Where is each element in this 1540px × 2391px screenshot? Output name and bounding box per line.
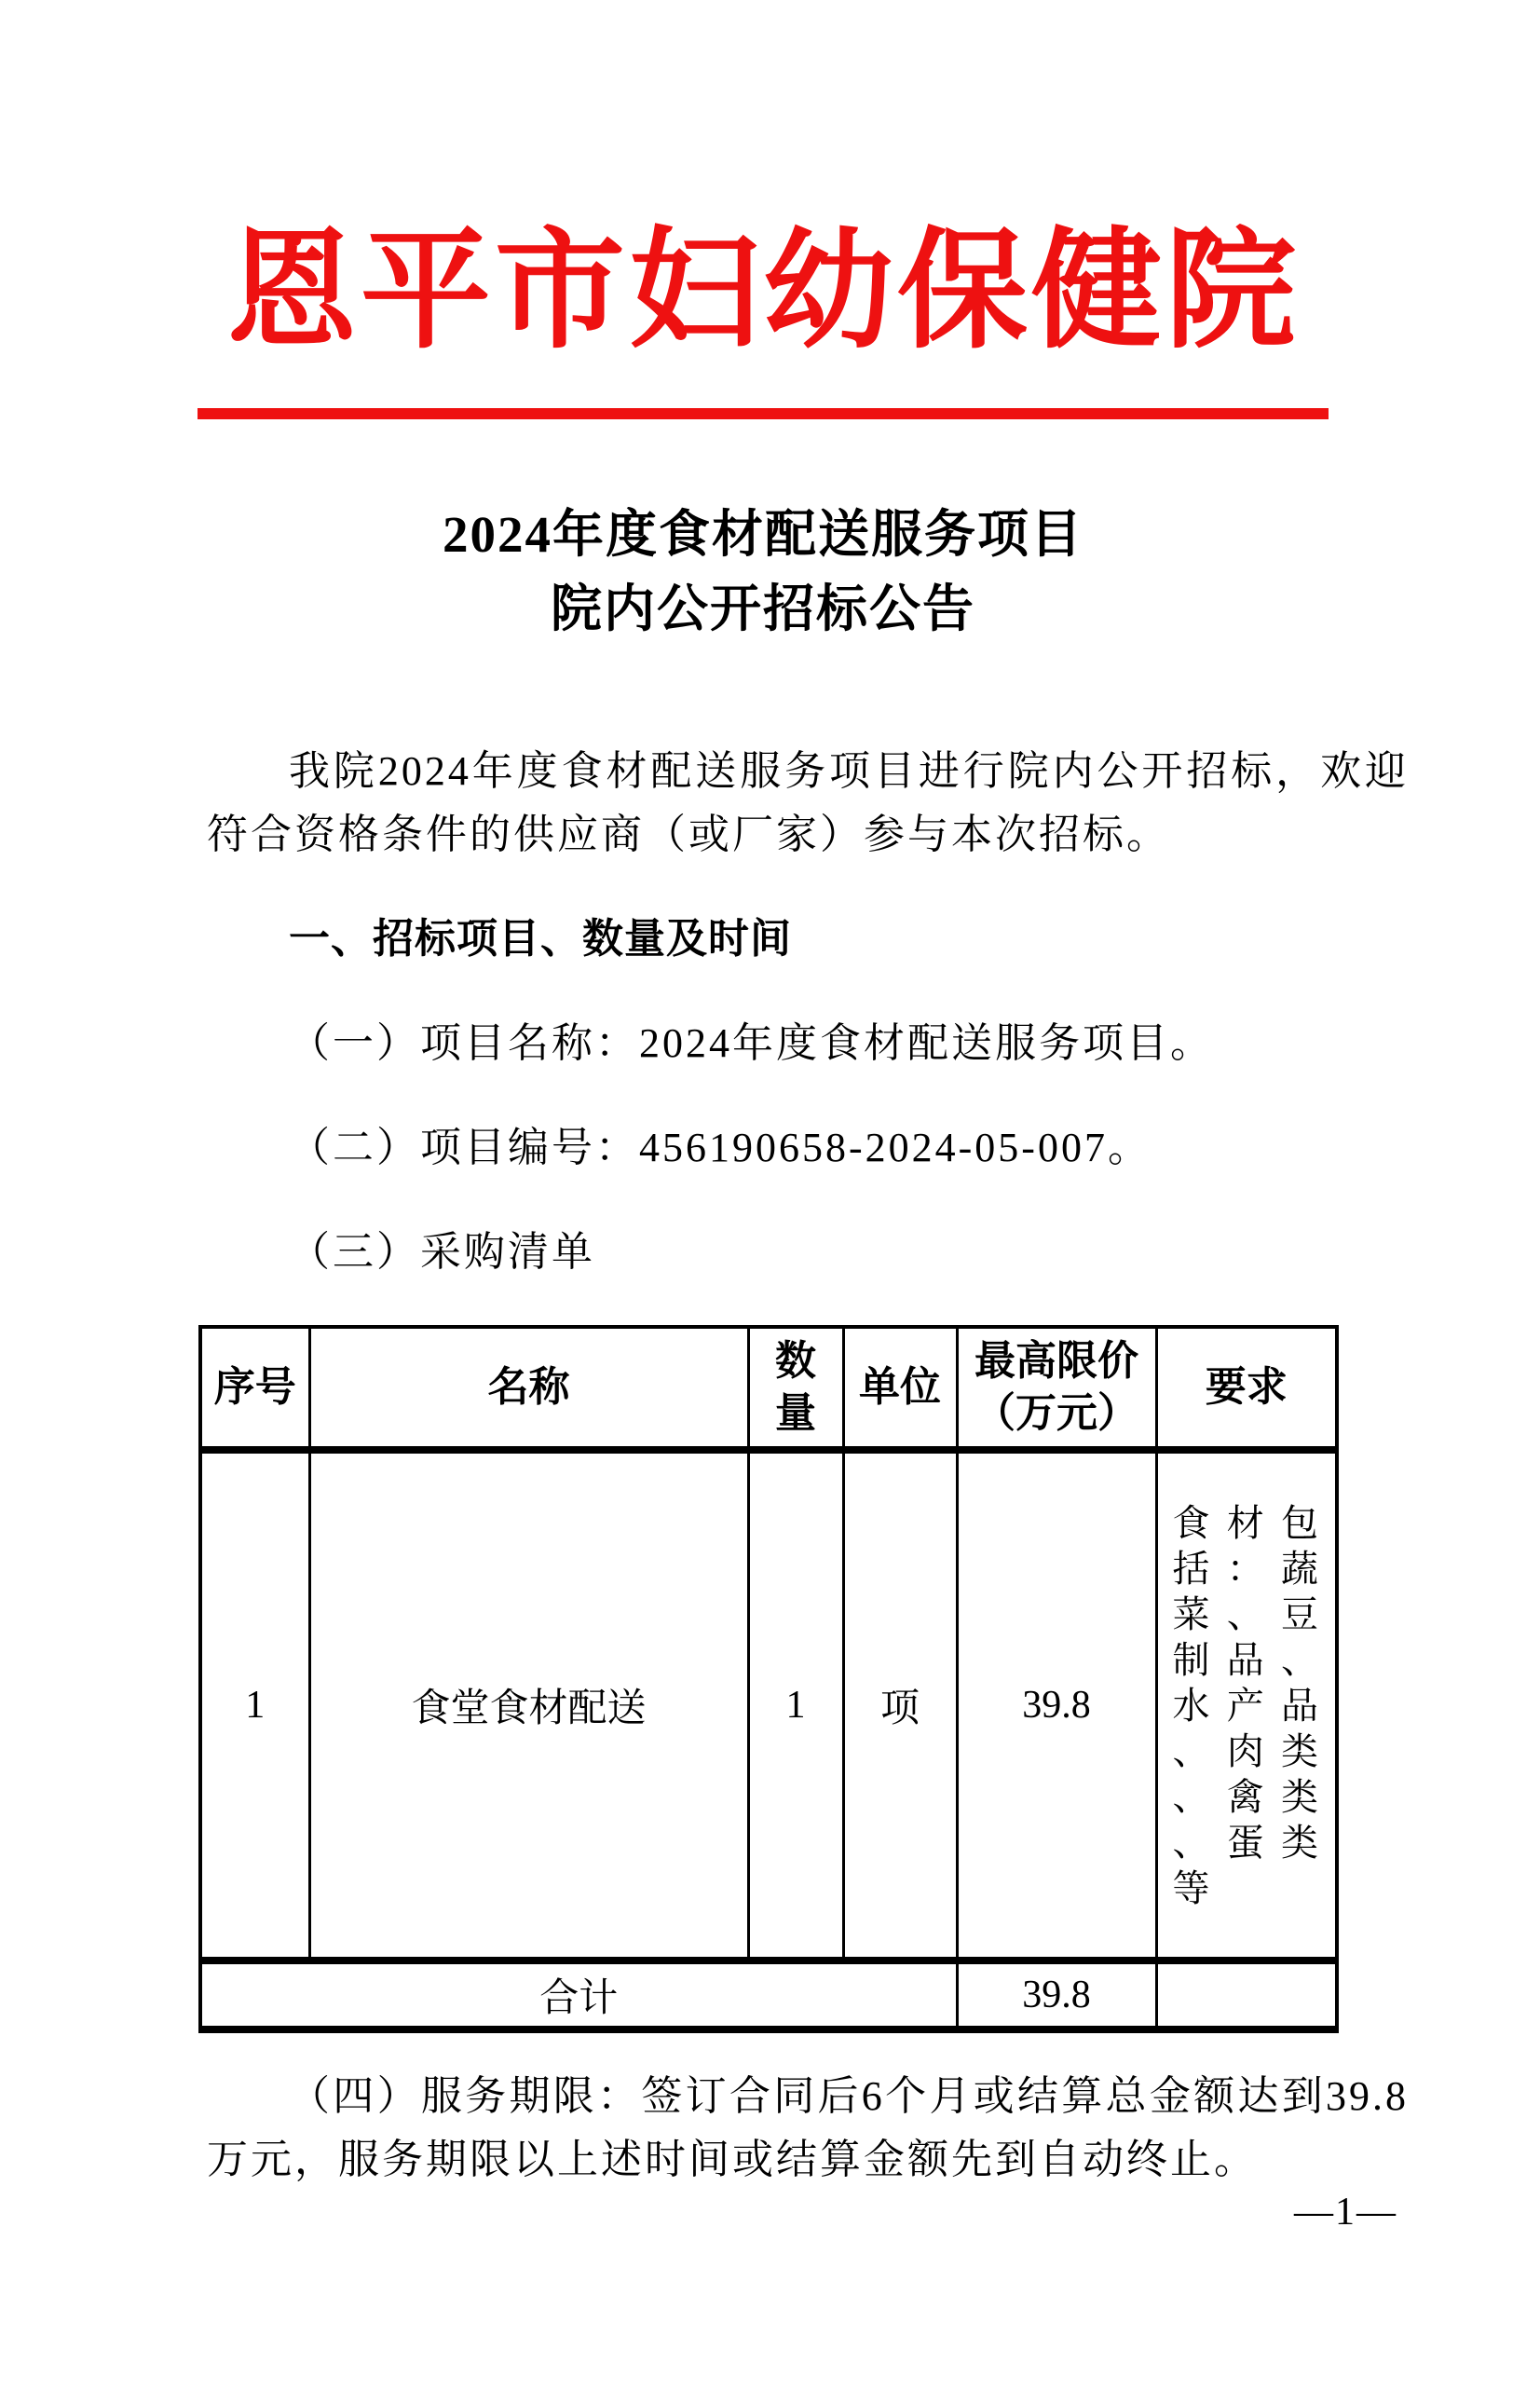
column-header-name: 名称 <box>309 1327 748 1450</box>
total-label: 合计 <box>200 1961 957 2029</box>
list-item-project-number: （二）项目编号：456190658-2024-05-007。 <box>289 1125 1152 1170</box>
cell-seq: 1 <box>200 1450 309 1961</box>
column-header-seq: 序号 <box>200 1327 309 1450</box>
section1-heading: 一、招标项目、数量及时间 <box>289 916 792 962</box>
document-page <box>0 212 1540 2391</box>
column-header-requirements: 要求 <box>1156 1327 1337 1450</box>
intro-paragraph: 我院2024年度食材配送服务项目进行院内公开招标，欢迎符合资格条件的供应商（或厂家）参与本次招标。 <box>207 748 1409 857</box>
table-total-row <box>200 1961 1337 2029</box>
announcement-title-line1: 2024年度食材配送服务项目 <box>442 506 1083 563</box>
announcement-title-line2: 院内公开招标公告 <box>550 581 975 637</box>
letterhead-divider <box>198 408 1329 419</box>
cell-requirements: 食材包括：蔬菜、豆制品、水产品、肉类、禽类、蛋类等 <box>1156 1450 1337 1961</box>
announcement-title <box>198 498 1329 647</box>
cell-max-price: 39.8 <box>957 1450 1156 1961</box>
procurement-table <box>198 1325 1339 2033</box>
column-header-max-price: 最高限价（万元） <box>957 1327 1156 1450</box>
table-header-row <box>200 1327 1337 1450</box>
column-header-qty: 数量 <box>748 1327 843 1450</box>
list-item-procurement-list: （三）采购清单 <box>289 1229 595 1275</box>
list-item-project-name: （一）项目名称：2024年度食材配送服务项目。 <box>289 1020 1214 1066</box>
cell-unit: 项 <box>843 1450 957 1961</box>
cell-qty: 1 <box>748 1450 843 1961</box>
letterhead-org-title: 恩平市妇幼保健院 <box>225 220 1300 364</box>
total-max-price: 39.8 <box>957 1961 1156 2029</box>
column-header-unit: 单位 <box>843 1327 957 1450</box>
list-item-service-term: （四）服务期限：签订合同后6个月或结算总金额达到39.8万元，服务期限以上述时间或结算金额先到自动终止。 <box>207 2073 1409 2182</box>
table-row <box>200 1450 1337 1961</box>
cell-name: 食堂食材配送 <box>309 1450 748 1961</box>
page-number: —1— <box>1294 2191 1397 2234</box>
total-requirements-empty <box>1156 1961 1337 2029</box>
